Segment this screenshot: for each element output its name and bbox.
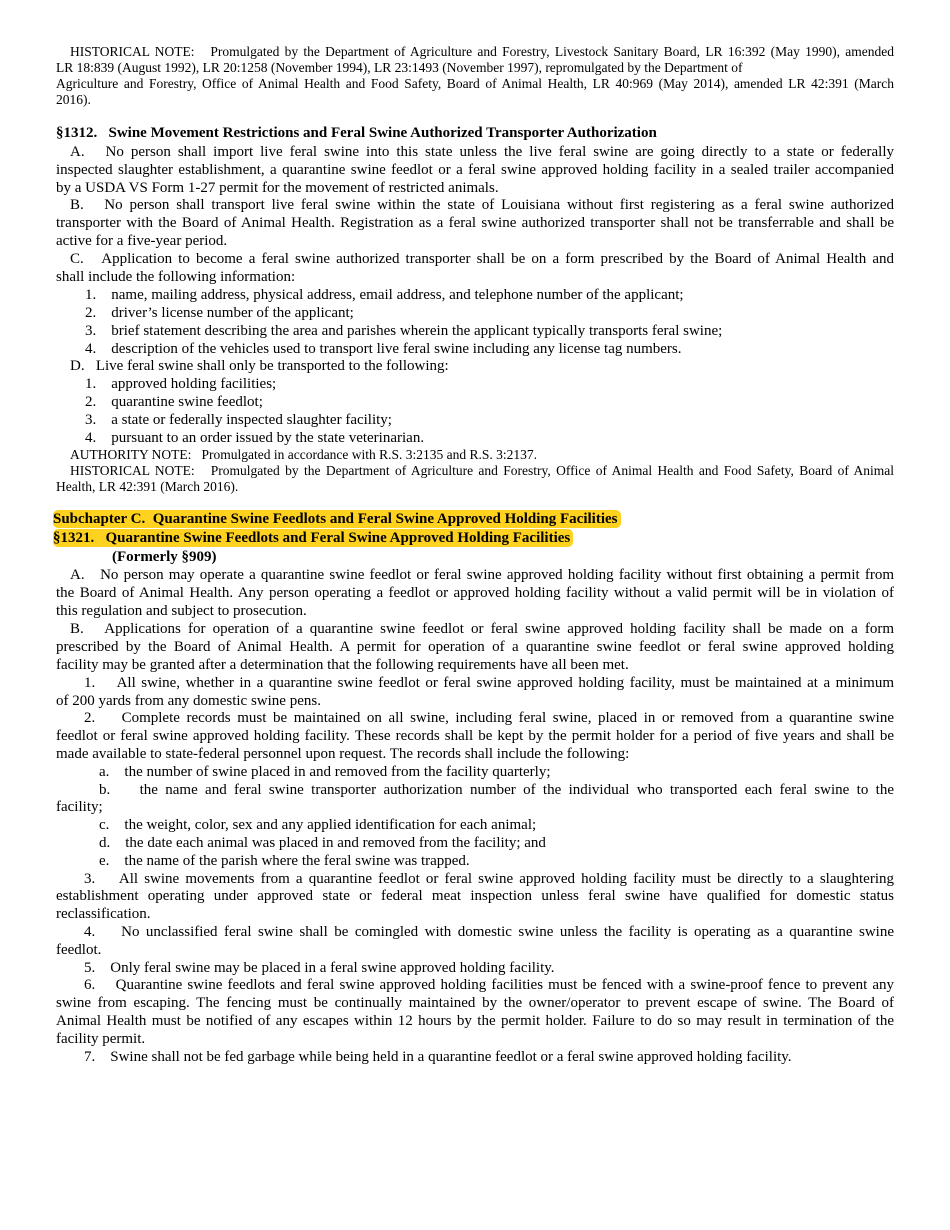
historical-note-line: Agriculture and Forestry, Office of Animal Health and Food Safety, Board of Animal Health, LR 40:969 (May 2014), amended LR 42:391 (March [56,76,894,91]
paragraph-line: reclassification. [56,906,151,922]
paragraph-line: facility permit. [56,1031,146,1047]
list-item: e. the name of the parish where the feral swine was trapped. [99,853,470,869]
list-item: 1. approved holding facilities; [85,376,277,392]
paragraph-line: the Board of Animal Health. Any person operating a feedlot or approved holding facility without a valid permit will be in violation of [56,585,894,601]
paragraph-line: 1. All swine, whether in a quarantine swine feedlot or feral swine approved holding facility, must be maintained at a minimum [84,675,894,691]
paragraph-line: by a USDA VS Form 1-27 permit for the movement of restricted animals. [56,180,499,196]
paragraph-line: facility may be granted after a determination that the following requirements have all been met. [56,657,629,673]
paragraph-line: transporter with the Board of Animal Health. Registration as a feral swine authorized transporter shall not be transferrable and shall be [56,215,894,231]
subchapter-heading [53,510,621,528]
paragraph-line: prescribed by the Board of Animal Health. A permit for operation of a quarantine swine feedlot or feral swine approved holding [56,639,894,655]
paragraph-line: feedlot. [56,942,102,958]
list-item: a. the number of swine placed in and removed from the facility quarterly; [99,764,551,780]
subchapter-title: Subchapter C. Quarantine Swine Feedlots and Feral Swine Approved Holding Facilities [53,510,621,528]
section-1312-heading: §1312. Swine Movement Restrictions and Feral Swine Authorized Transporter Authorization [56,125,657,141]
historical-note-line: LR 18:839 (August 1992), LR 20:1258 (November 1994), LR 23:1493 (November 1997), repromulgated by the Department of [56,60,743,75]
paragraph-line: A. No person shall import live feral swine into this state unless the live feral swine are going directly to a state or federally [70,144,894,160]
paragraph-line: inspected slaughter establishment, a quarantine swine feedlot or a feral swine approved holding facility in a sealed trailer accompanied [56,162,894,178]
historical-note-line: Health, LR 42:391 (March 2016). [56,479,239,494]
historical-note-line: HISTORICAL NOTE: Promulgated by the Department of Agriculture and Forestry, Livestock Sanitary Board, LR 16:392 (May 1990), amended [70,44,894,59]
list-item: facility; [56,799,103,815]
historical-note-line: HISTORICAL NOTE: Promulgated by the Department of Agriculture and Forestry, Office of Animal Health and Food Safety, Board of Animal [70,463,894,478]
paragraph-line: B. Applications for operation of a quarantine swine feedlot or feral swine approved holding facility shall be made on a form [70,621,894,637]
list-item: 2. quarantine swine feedlot; [85,394,263,410]
list-item: 1. name, mailing address, physical address, email address, and telephone number of the applicant; [85,287,684,303]
paragraph-line: 6. Quarantine swine feedlots and feral swine approved holding facilities must be fenced with a swine-proof fence to prevent any [84,977,894,993]
paragraph-line: C. Application to become a feral swine authorized transporter shall be on a form prescribed by the Board of Animal Health and [70,251,894,267]
authority-note: AUTHORITY NOTE: Promulgated in accordance with R.S. 3:2135 and R.S. 3:2137. [70,447,538,462]
paragraph-line: feedlot or feral swine approved holding facility. These records shall be kept by the permit holder for a period of five years and shall be [56,728,894,744]
paragraph-line: swine from escaping. The fencing must be continually maintained by the owner/operator to prevent escape of swine. The Board of [56,995,894,1011]
list-item: 2. driver’s license number of the applicant; [85,305,354,321]
paragraph-line: of 200 yards from any domestic swine pens. [56,693,321,709]
paragraph-line: 2. Complete records must be maintained on all swine, including feral swine, placed in or removed from a quarantine swine [84,710,894,726]
paragraph-line: 5. Only feral swine may be placed in a feral swine approved holding facility. [84,960,555,976]
formerly-note: (Formerly §909) [112,549,217,565]
paragraph-line: shall include the following information: [56,269,296,285]
paragraph-line: 3. All swine movements from a quarantine feedlot or feral swine approved holding facility must be directly to a slaughtering [84,871,894,887]
list-item: 3. a state or federally inspected slaughter facility; [85,412,392,428]
historical-note-line: 2016). [56,92,91,107]
paragraph-line: this regulation and subject to prosecution. [56,603,307,619]
list-item: 3. brief statement describing the area and parishes wherein the applicant typically transports feral swine; [85,323,723,339]
list-item: b. the name and feral swine transporter authorization number of the individual who transported each feral swine to the [99,782,894,798]
paragraph-line: Animal Health must be notified of any escapes within 12 hours by the permit holder. Failure to do so may result in termination of the [56,1013,894,1029]
paragraph-line: 7. Swine shall not be fed garbage while being held in a quarantine feedlot or a feral swine approved holding facility. [84,1049,792,1065]
paragraph-line: A. No person may operate a quarantine swine feedlot or feral swine approved holding facility without first obtaining a permit from [70,567,894,583]
paragraph-line: D. Live feral swine shall only be transported to the following: [70,358,449,374]
list-item: 4. pursuant to an order issued by the state veterinarian. [85,430,425,446]
list-item: 4. description of the vehicles used to transport live feral swine including any license tag numbers. [85,341,682,357]
list-item: d. the date each animal was placed in and removed from the facility; and [99,835,546,851]
list-item: c. the weight, color, sex and any applied identification for each animal; [99,817,537,833]
paragraph-line: B. No person shall transport live feral swine within the state of Louisiana without first registering as a feral swine authorized [70,197,894,213]
paragraph-line: establishment operating under approved state or federal meat inspection unless feral swine have qualified for domestic status [56,888,894,904]
paragraph-line: active for a five-year period. [56,233,228,249]
paragraph-line: 4. No unclassified feral swine shall be comingled with domestic swine unless the facility is operating as a quarantine swine [84,924,894,940]
paragraph-line: made available to state-federal personnel upon request. The records shall include the following: [56,746,630,762]
section-1321-heading [53,529,573,547]
section-1321-title: §1321. Quarantine Swine Feedlots and Feral Swine Approved Holding Facilities [53,529,573,547]
